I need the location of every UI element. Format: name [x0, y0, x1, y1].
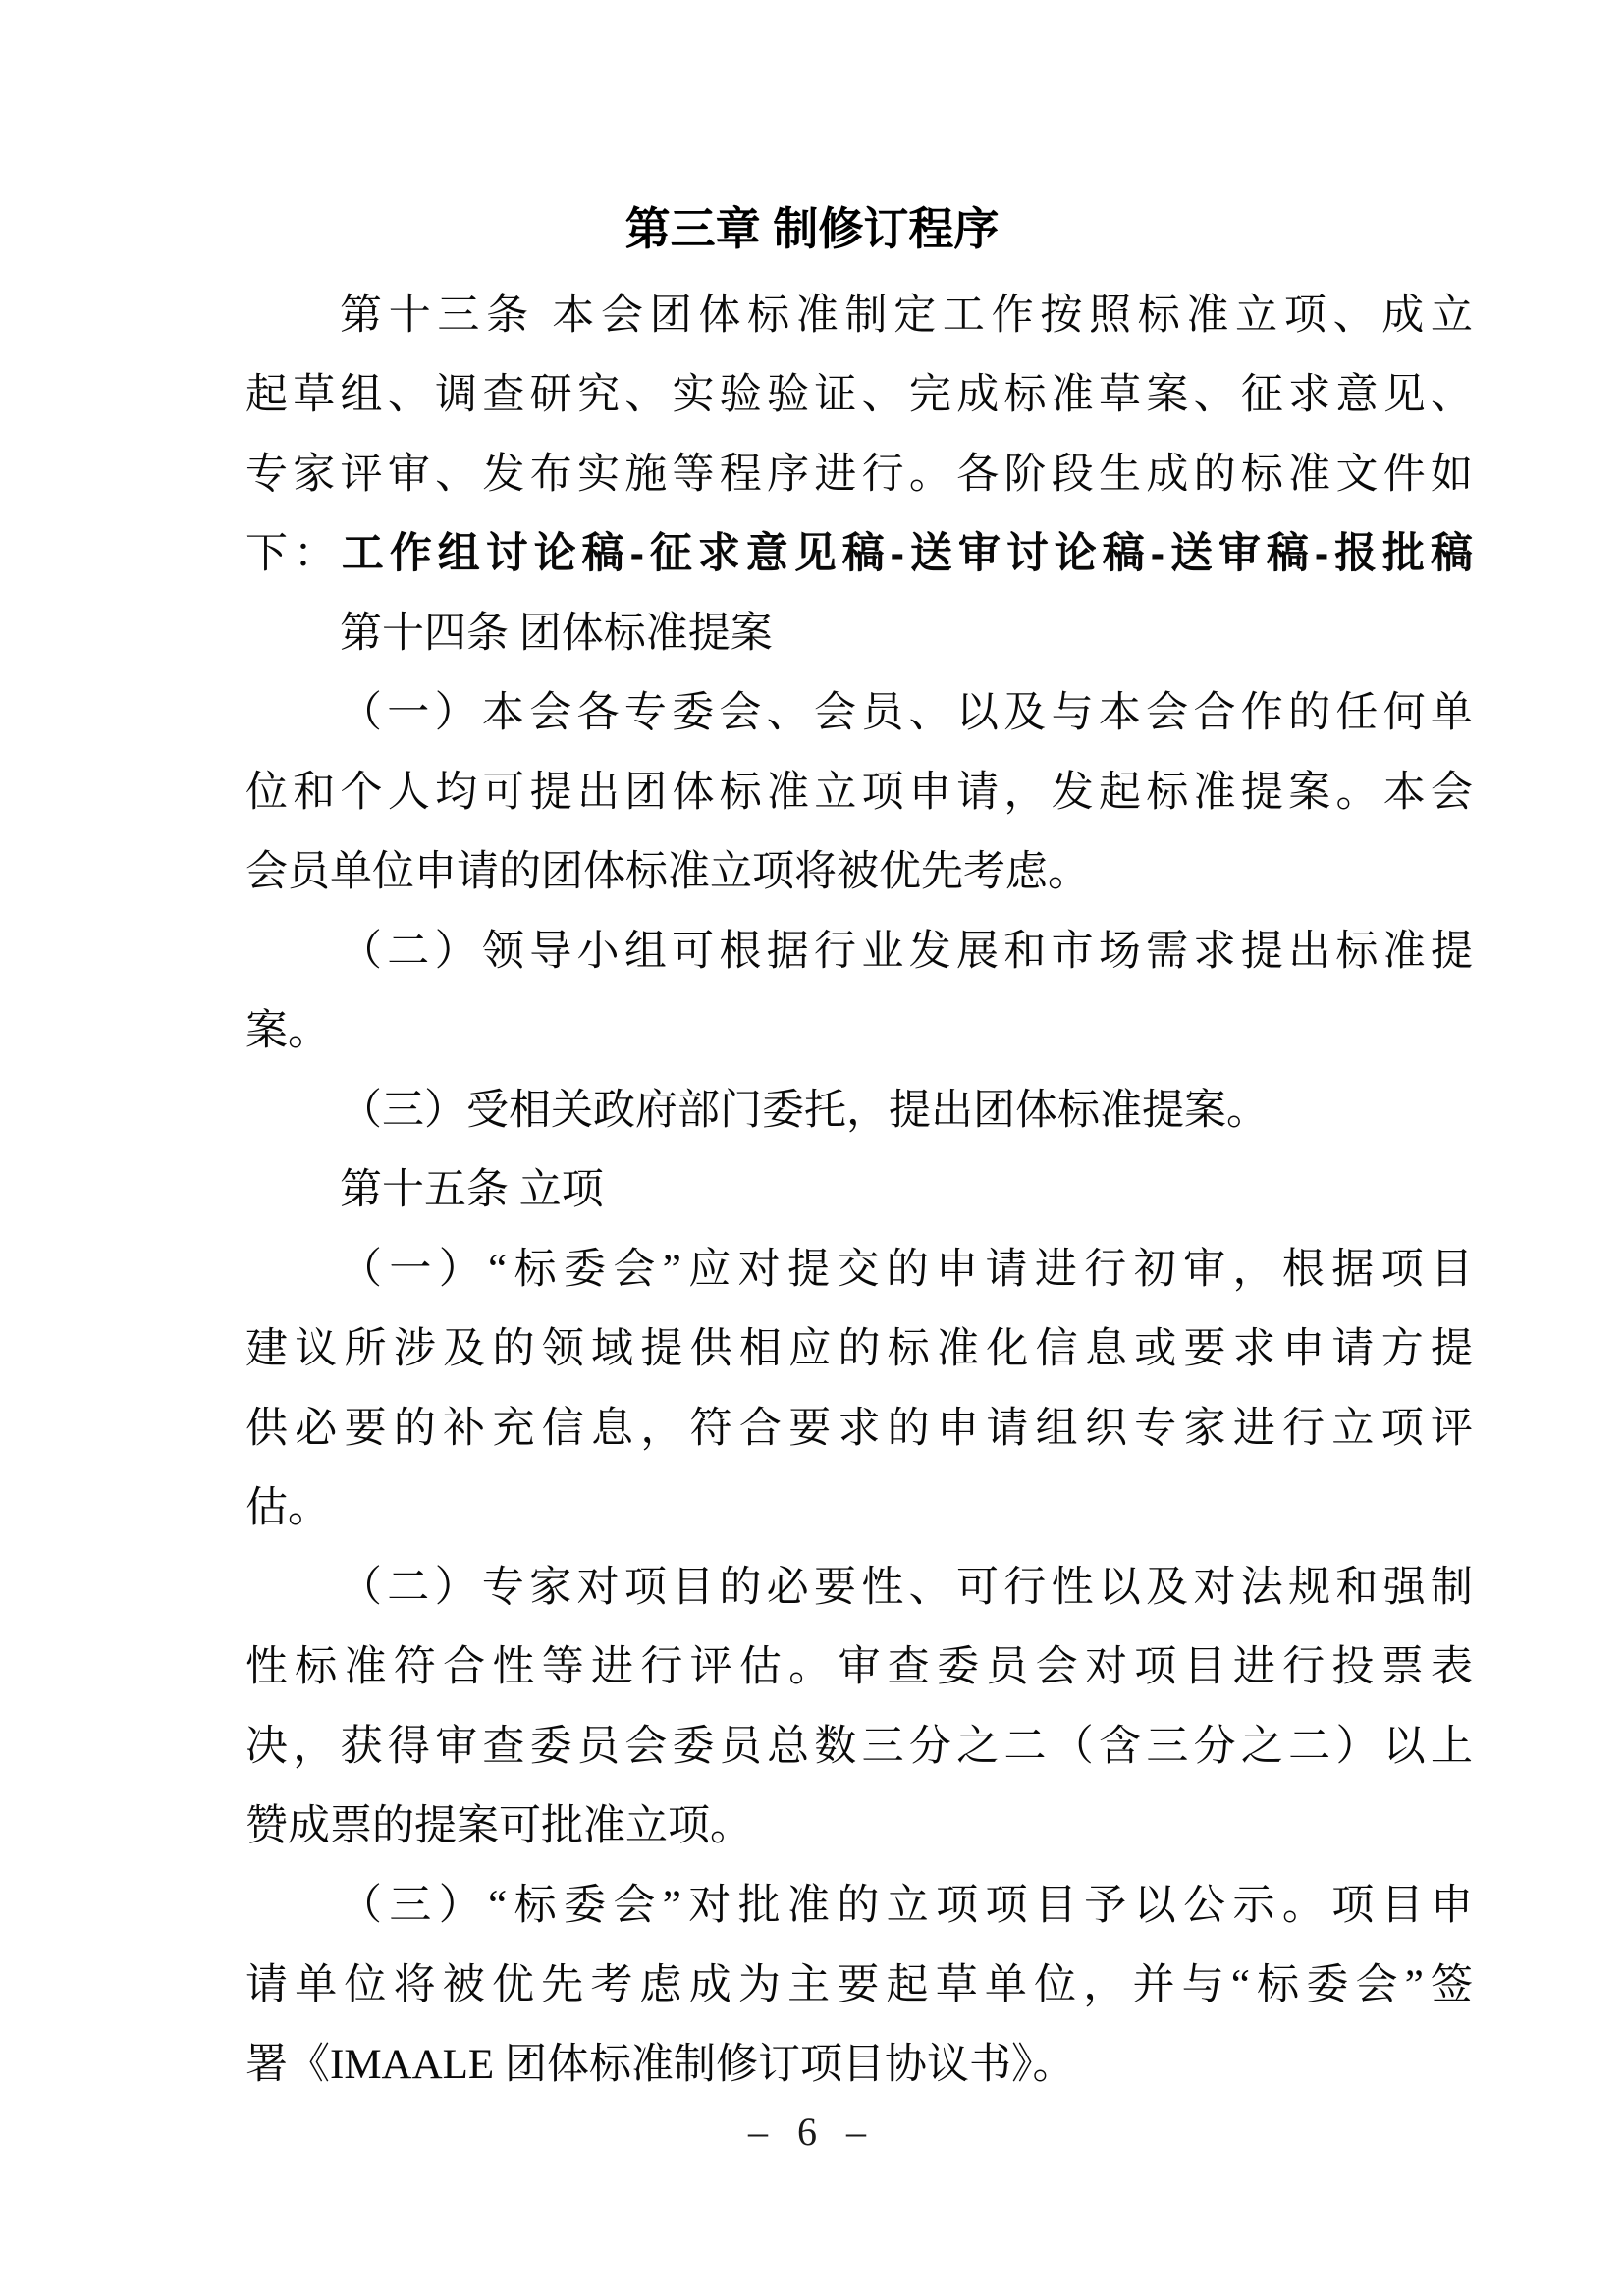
- text-line: [245, 1946, 1473, 2025]
- text-segment: 建议所涉及的领域提供相应的标准化信息或要求申请方提: [245, 1326, 1473, 1372]
- text-segment: 第十三条 本会团体标准制定工作按照标准立项、成立: [340, 293, 1473, 339]
- text-line: [245, 276, 1473, 355]
- text-line: [245, 1866, 1473, 1946]
- text-line: [245, 1548, 1473, 1628]
- text-segment: 署《IMAALE 团体标准制修订项目协议书》。: [245, 2042, 1075, 2088]
- text-segment: （二）专家对项目的必要性、可行性以及对法规和强制: [340, 1565, 1473, 1611]
- text-segment: 请单位将被优先考虑成为主要起草单位，并与“标委会”签: [245, 1962, 1473, 2008]
- text-line: [245, 1468, 1473, 1548]
- text-segment: 下：: [245, 531, 342, 577]
- text-segment: 第十四条 团体标准提案: [340, 611, 773, 657]
- text-line: [245, 514, 1473, 594]
- page-number: – 6 –: [748, 2109, 876, 2154]
- text-segment: （三）“标委会”对批准的立项项目予以公示。项目申: [340, 1883, 1473, 1929]
- text-line: [245, 1389, 1473, 1468]
- text-segment: 性标准符合性等进行评估。审查委员会对项目进行投票表: [245, 1644, 1473, 1690]
- text-segment: （二）领导小组可根据行业发展和市场需求提出标准提: [340, 929, 1473, 975]
- text-segment: 位和个人均可提出团体标准立项申请，发起标准提案。本会: [245, 770, 1473, 816]
- text-segment: 决，获得审查委员会委员总数三分之二（含三分之二）以上: [245, 1724, 1473, 1770]
- text-line: [245, 912, 1473, 991]
- text-line: [245, 594, 1473, 673]
- text-line: [245, 435, 1473, 514]
- text-segment: 第十五条 立项: [340, 1167, 604, 1213]
- text-segment: 案。: [245, 1008, 330, 1054]
- text-line: [245, 355, 1473, 435]
- text-line: [245, 1309, 1473, 1389]
- text-segment: 起草组、调查研究、实验验证、完成标准草案、征求意见、: [245, 372, 1473, 418]
- text-line: [245, 1230, 1473, 1309]
- text-segment: （三）受相关政府部门委托，提出团体标准提案。: [340, 1088, 1269, 1134]
- bold-text-segment: 工作组讨论稿-征求意见稿-送审讨论稿-送审稿-报批稿: [341, 530, 1473, 577]
- document-body: [245, 276, 1473, 2105]
- text-line: [245, 832, 1473, 912]
- text-line: [245, 1628, 1473, 1707]
- text-segment: 估。: [245, 1485, 330, 1531]
- text-line: [245, 1787, 1473, 1866]
- text-line: [245, 753, 1473, 832]
- text-segment: 供必要的补充信息，符合要求的申请组织专家进行立项评: [245, 1406, 1473, 1452]
- text-line: [245, 1150, 1473, 1230]
- text-line: [245, 1707, 1473, 1787]
- text-segment: （一）本会各专委会、会员、以及与本会合作的任何单: [340, 690, 1473, 736]
- text-line: [245, 673, 1473, 753]
- text-line: [245, 1071, 1473, 1150]
- text-segment: 专家评审、发布实施等程序进行。各阶段生成的标准文件如: [245, 452, 1473, 498]
- text-line: [245, 2025, 1473, 2105]
- text-segment: 会员单位申请的团体标准立项将被优先考虑。: [245, 849, 1090, 895]
- text-segment: （一）“标委会”应对提交的申请进行初审，根据项目: [340, 1247, 1473, 1293]
- text-line: [245, 991, 1473, 1071]
- chapter-title: 第三章 制修订程序: [624, 203, 1000, 254]
- text-segment: 赞成票的提案可批准立项。: [245, 1803, 752, 1849]
